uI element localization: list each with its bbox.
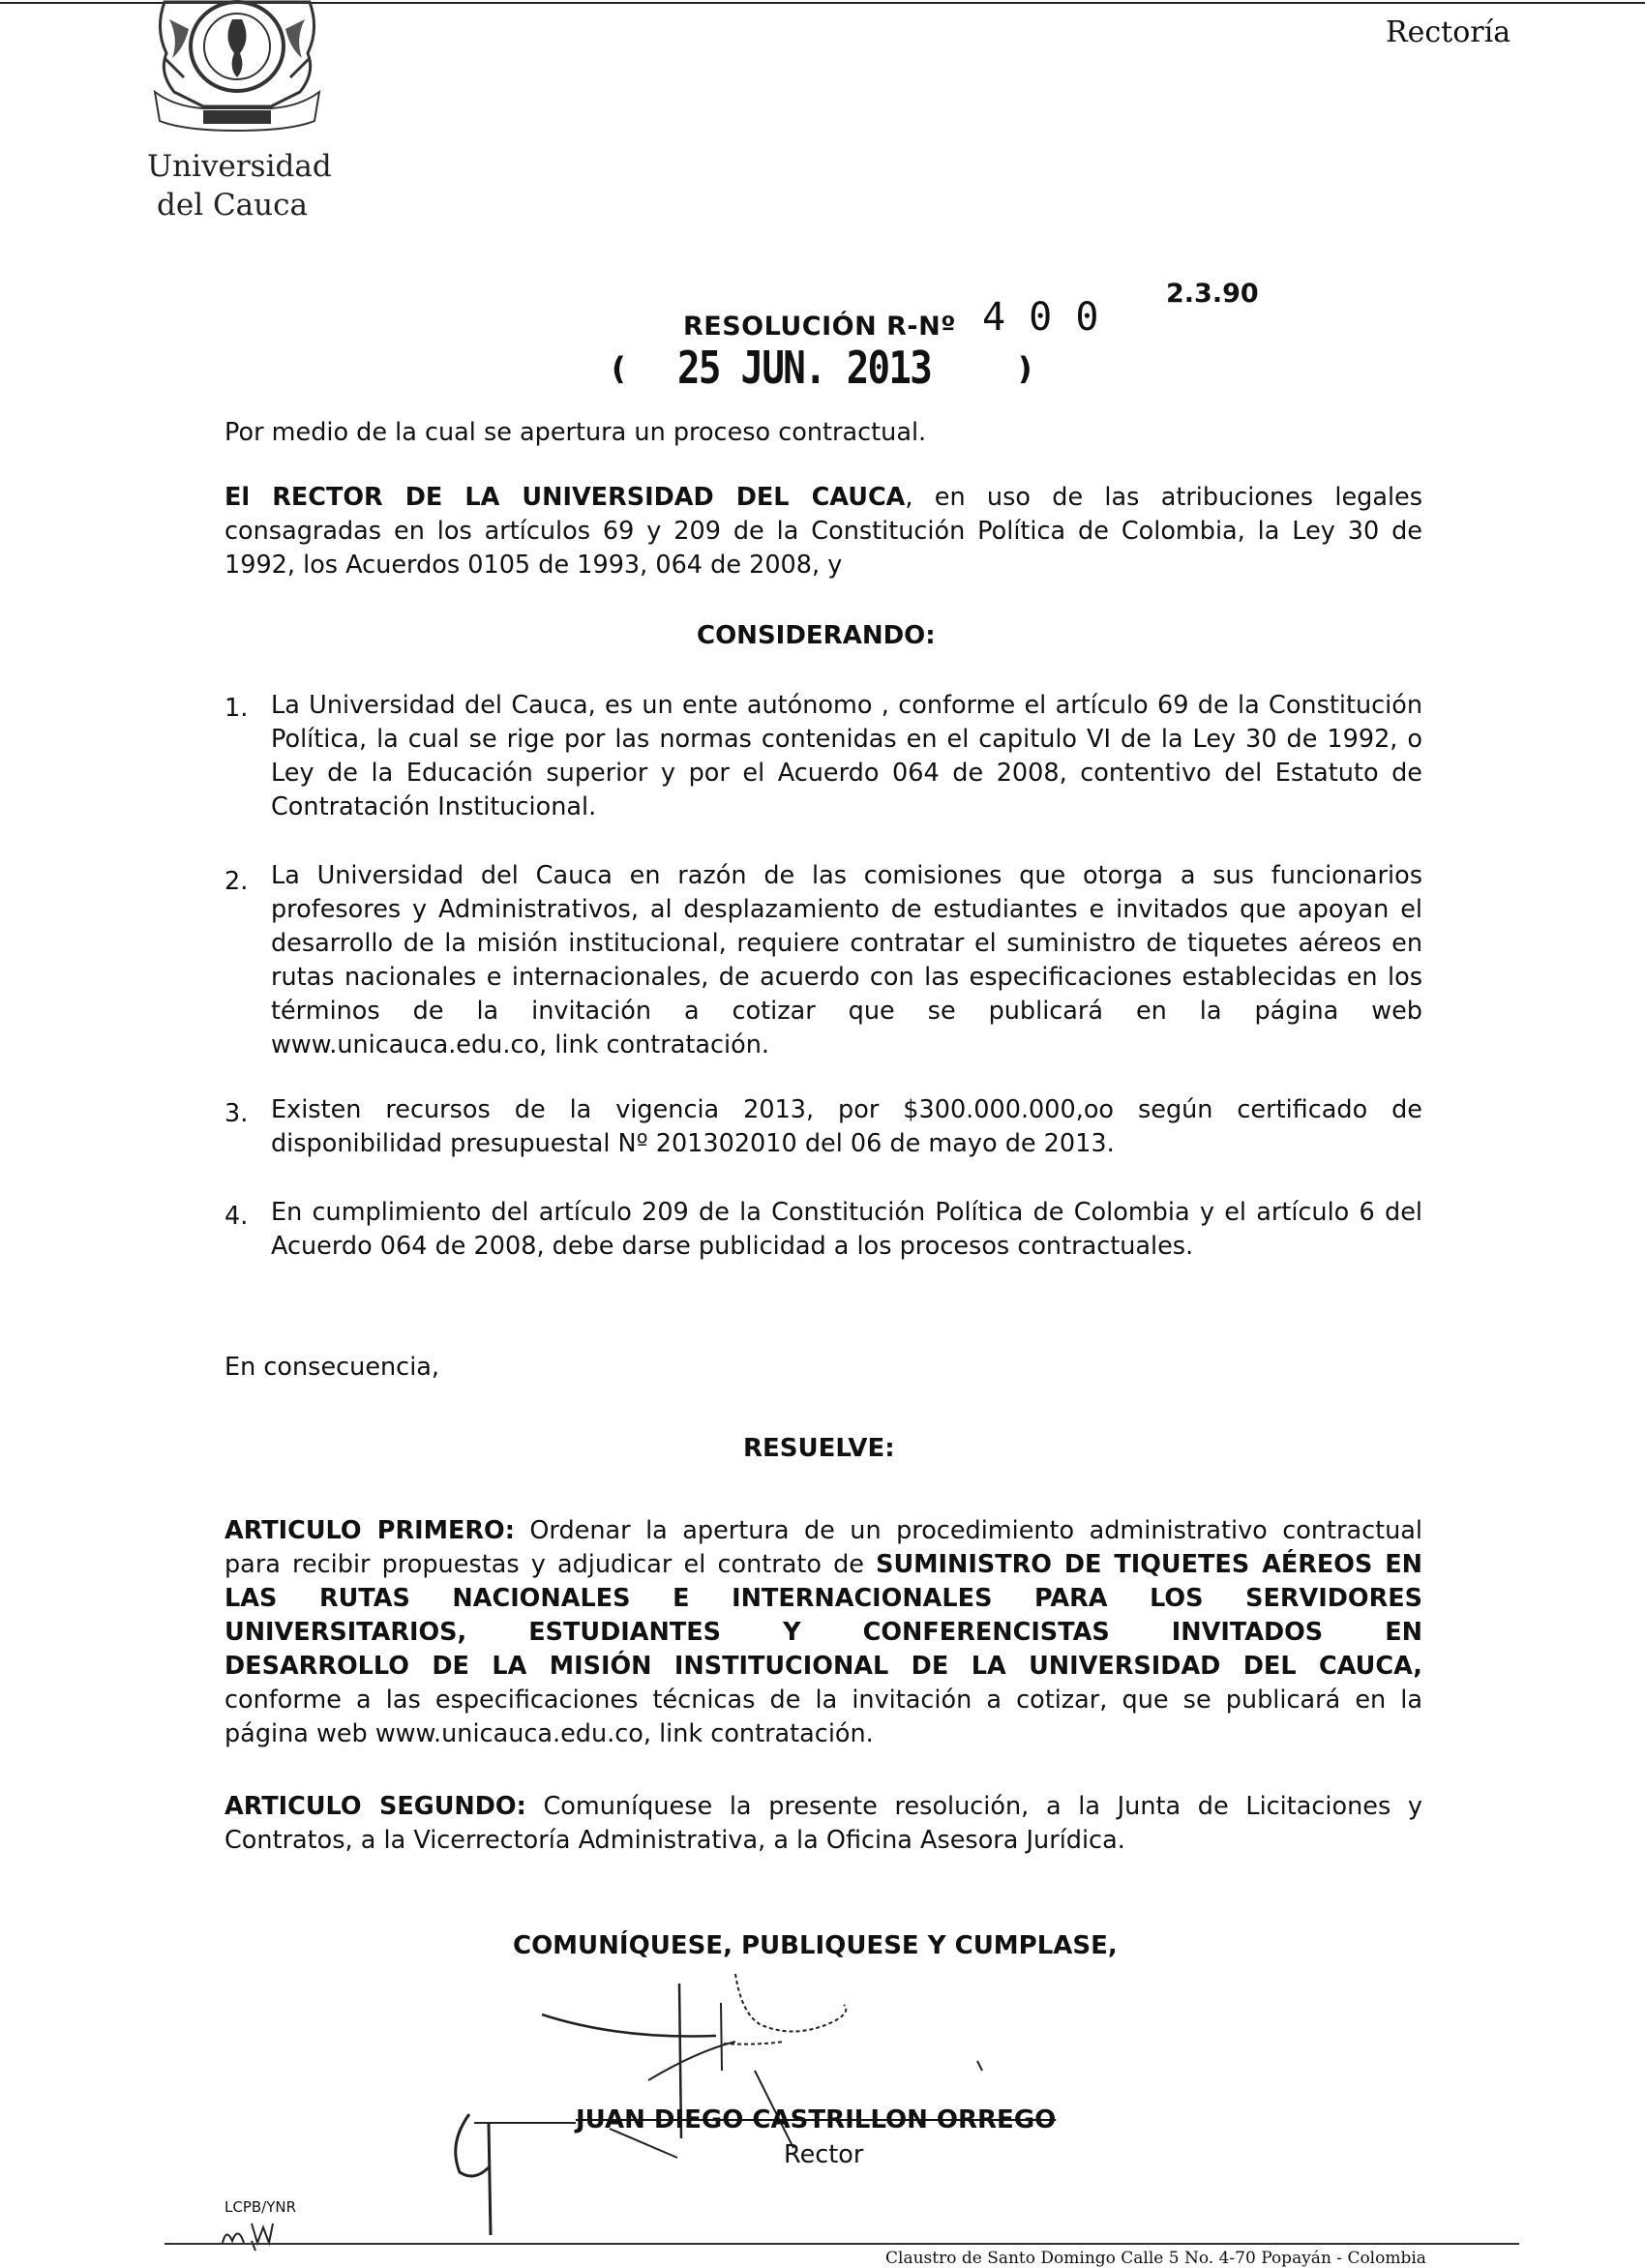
articulo-segundo-line2: Contratos, a la Vicerrectoría Administrativa, a la Oficina Asesora Jurídica. <box>224 1826 1125 1855</box>
considerando-2-line: términos de la invitación a cotizar que se publicará en la página web <box>271 997 1422 1026</box>
articulo-primero-bold-line: LAS RUTAS NACIONALES E INTERNACIONALES PARA LOS SERVIDORES <box>224 1584 1422 1613</box>
articulo-segundo-line1: Comuníquese la presente resolución, a la Junta de Licitaciones y <box>525 1792 1422 1821</box>
date-open-paren: ( <box>612 350 626 387</box>
resuelve-title: RESUELVE: <box>743 1434 895 1463</box>
articulo-primero-line2: para recibir propuestas y adjudicar el contrato de <box>224 1550 877 1579</box>
institution-name <box>147 147 332 224</box>
office-name: Rectoría <box>1386 15 1511 49</box>
preamble-line-0: , en uso de las atribuciones legales <box>905 483 1422 512</box>
considerando-2-line: profesores y Administrativos, al desplazamiento de estudiantes e invitados que apoyan el <box>271 895 1422 924</box>
handwritten-signature <box>503 1964 1045 2187</box>
closing-formula: COMUNÍQUESE, PUBLIQUESE Y CUMPLASE, <box>513 1931 1118 1960</box>
articulo-primero-line1: Ordenar la apertura de un procedimiento administrativo contractual <box>514 1516 1423 1545</box>
considerando-1-line: Ley de la Educación superior y por el Acuerdo 064 de 2008, contentivo del Estatuto de <box>271 759 1422 788</box>
articulo-segundo <box>224 1790 1422 1858</box>
considerando-1-line: Política, la cual se rige por las normas contenidas en el capitulo VI de la Ley 30 de 1992, o <box>271 725 1422 754</box>
considerando-4-line: Acuerdo 064 de 2008, debe darse publicidad a los procesos contractuales. <box>271 1232 1194 1261</box>
articulo-primero-bold-line: UNIVERSITARIOS, ESTUDIANTES Y CONFERENCISTAS INVITADOS EN <box>224 1618 1422 1647</box>
preamble-line-1: consagradas en los artículos 69 y 209 de la Constitución Política de Colombia, la Ley 30 de <box>224 517 1422 546</box>
considerando-3-line: Existen recursos de la vigencia 2013, por $300.000.000,oo según certificado de <box>271 1095 1422 1124</box>
institution-line1: Universidad <box>147 149 332 184</box>
document-code: 2.3.90 <box>1166 279 1259 309</box>
footer-address: Claustro de Santo Domingo Calle 5 No. 4-70 Popayán - Colombia <box>885 2249 1426 2268</box>
considerando-1-line: Contratación Institucional. <box>271 792 597 821</box>
footer-rule <box>164 2243 1519 2245</box>
institution-line2: del Cauca <box>157 188 308 223</box>
footer-initials: LCPB/YNR <box>224 2198 297 2216</box>
considerando-title: CONSIDERANDO: <box>697 621 936 650</box>
preamble-line-2: 1992, los Acuerdos 0105 de 1993, 064 de 2008, y <box>224 551 843 580</box>
considerando-3-line: disponibilidad presupuestal Nº 201302010 del 06 de mayo de 2013. <box>271 1129 1115 1158</box>
considerando-1-line: La Universidad del Cauca, es un ente autónomo , conforme el artículo 69 de la Constitución <box>271 691 1422 720</box>
articulo-primero-tail-line: página web www.unicauca.edu.co, link contratación. <box>224 1719 874 1748</box>
considerando-1 <box>271 689 1422 824</box>
considerando-2-number: 2. <box>224 867 249 896</box>
university-seal <box>145 0 329 145</box>
signer-name: JUAN DIEGO CASTRILLON ORREGO <box>576 2105 1057 2134</box>
date-close-paren: ) <box>1018 350 1032 387</box>
consequence: En consecuencia, <box>224 1353 440 1382</box>
preamble-bold: El RECTOR DE LA UNIVERSIDAD DEL CAUCA <box>224 483 906 512</box>
footer-handwritten-initials <box>213 2214 300 2253</box>
considerando-2-line: desarrollo de la misión institucional, requiere contratar el suministro de tiquetes aéreos en <box>271 929 1422 958</box>
considerando-3-number: 3. <box>224 1099 249 1128</box>
articulo-primero-line2-bold: SUMINISTRO DE TIQUETES AÉREOS EN <box>876 1550 1423 1579</box>
articulo-primero-tail-line: conforme a las especificaciones técnicas de la invitación a cotizar, que se publicará en la <box>224 1686 1422 1715</box>
considerando-4-number: 4. <box>224 1202 249 1231</box>
resolution-number: 4 0 0 <box>982 295 1099 340</box>
articulo-primero-bold-line: DESARROLLO DE LA MISIÓN INSTITUCIONAL DE LA UNIVERSIDAD DEL CAUCA, <box>224 1652 1422 1681</box>
considerando-2-line: La Universidad del Cauca en razón de las comisiones que otorga a sus funcionarios <box>271 861 1422 890</box>
resolution-date: 25 JUN. 2013 <box>677 342 932 394</box>
articulo-primero <box>224 1514 1422 1751</box>
resolution-label: RESOLUCIÓN R-Nº <box>683 312 956 342</box>
considerando-2-line: rutas nacionales e internacionales, de acuerdo con las especificaciones establecidas en los <box>271 963 1422 992</box>
considerando-3 <box>271 1093 1422 1161</box>
signer-title: Rector <box>784 2140 864 2169</box>
articulo-segundo-label: ARTICULO SEGUNDO: <box>224 1792 526 1821</box>
considerando-4 <box>271 1196 1422 1264</box>
considerando-1-number: 1. <box>224 694 249 723</box>
considerando-4-line: En cumplimiento del artículo 209 de la Constitución Política de Colombia y el artículo 6 del <box>271 1198 1422 1227</box>
articulo-primero-label: ARTICULO PRIMERO: <box>224 1516 515 1545</box>
considerando-2-line: www.unicauca.edu.co, link contratación. <box>271 1030 769 1059</box>
initial-mark <box>440 2104 518 2240</box>
preamble <box>224 481 1422 582</box>
considerando-2 <box>271 859 1422 1062</box>
purpose: Por medio de la cual se apertura un proceso contractual. <box>224 418 927 447</box>
